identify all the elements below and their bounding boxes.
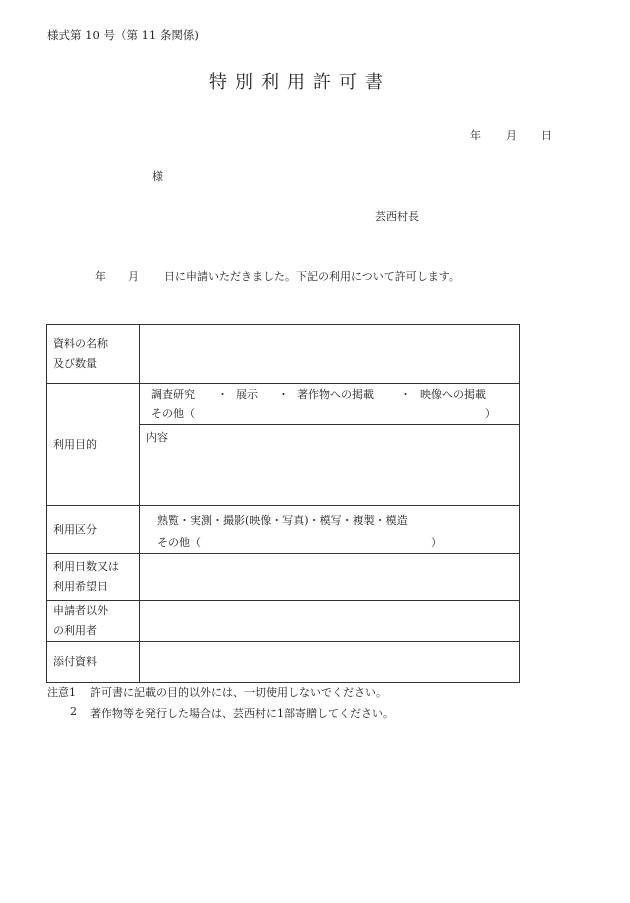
purpose-content[interactable] (140, 425, 519, 505)
material-label: 資料の名称 及び数量 (47, 325, 140, 384)
date-day-label: 日 (541, 129, 552, 142)
purpose-option-research[interactable]: 調査研究 (151, 388, 195, 401)
row-category (47, 506, 520, 554)
note-2-text: 著作物等を発行した場合は、芸西村に1部寄贈してください。 (90, 707, 394, 720)
paren-close: ） (431, 536, 442, 549)
attachments-value[interactable] (140, 642, 520, 683)
row-days (47, 554, 520, 601)
purpose-label: 利用目的 (47, 384, 140, 506)
days-value[interactable] (140, 554, 520, 601)
permit-table (46, 324, 520, 683)
intro-year: 年 (95, 270, 106, 283)
purpose-options (140, 384, 519, 425)
page-title: 特別利用許可書 (209, 72, 391, 93)
attachments-label: 添付資料 (47, 642, 140, 683)
category-options[interactable]: 熟覧・実測・撮影(映像・写真)・模写・複製・模造 (157, 514, 408, 527)
category-label: 利用区分 (47, 506, 140, 554)
separator: ・ (278, 388, 289, 401)
row-other-users (47, 601, 520, 642)
row-attachments (47, 642, 520, 683)
intro-text: 日に申請いただきました。下記の利用について許可します。 (164, 270, 460, 283)
row-material (47, 325, 520, 384)
purpose-option-exhibit[interactable]: 展示 (236, 388, 258, 401)
issuer-name: 芸西村長 (375, 210, 419, 223)
note-1-text: 許可書に記載の目的以外には、一切使用しないでください。 (90, 686, 387, 699)
note-2-number: 2 (70, 705, 77, 718)
purpose-option-video[interactable]: 映像への掲載 (420, 388, 486, 401)
purpose-option-publication[interactable]: 著作物への掲載 (297, 388, 374, 401)
note-1-number: 注意1 (47, 686, 76, 699)
date-year-label: 年 (470, 129, 481, 142)
row-purpose (47, 384, 520, 506)
purpose-cell (140, 384, 520, 506)
category-option-other[interactable]: その他（ (157, 536, 201, 549)
category-cell (140, 506, 520, 554)
paren-close: ） (485, 407, 496, 420)
purpose-option-other[interactable]: その他（ (151, 407, 195, 420)
addressee-suffix: 様 (152, 170, 163, 183)
other-users-value[interactable] (140, 601, 520, 642)
date-month-label: 月 (506, 129, 517, 142)
form-number: 様式第 10 号（第 11 条関係) (47, 28, 199, 42)
separator: ・ (400, 388, 411, 401)
purpose-content-label: 内容 (146, 431, 168, 444)
other-users-label: 申請者以外 の利用者 (47, 601, 140, 642)
days-label: 利用日数又は 利用希望日 (47, 554, 140, 601)
material-value[interactable] (140, 325, 520, 384)
intro-month: 月 (128, 270, 139, 283)
separator: ・ (217, 388, 228, 401)
